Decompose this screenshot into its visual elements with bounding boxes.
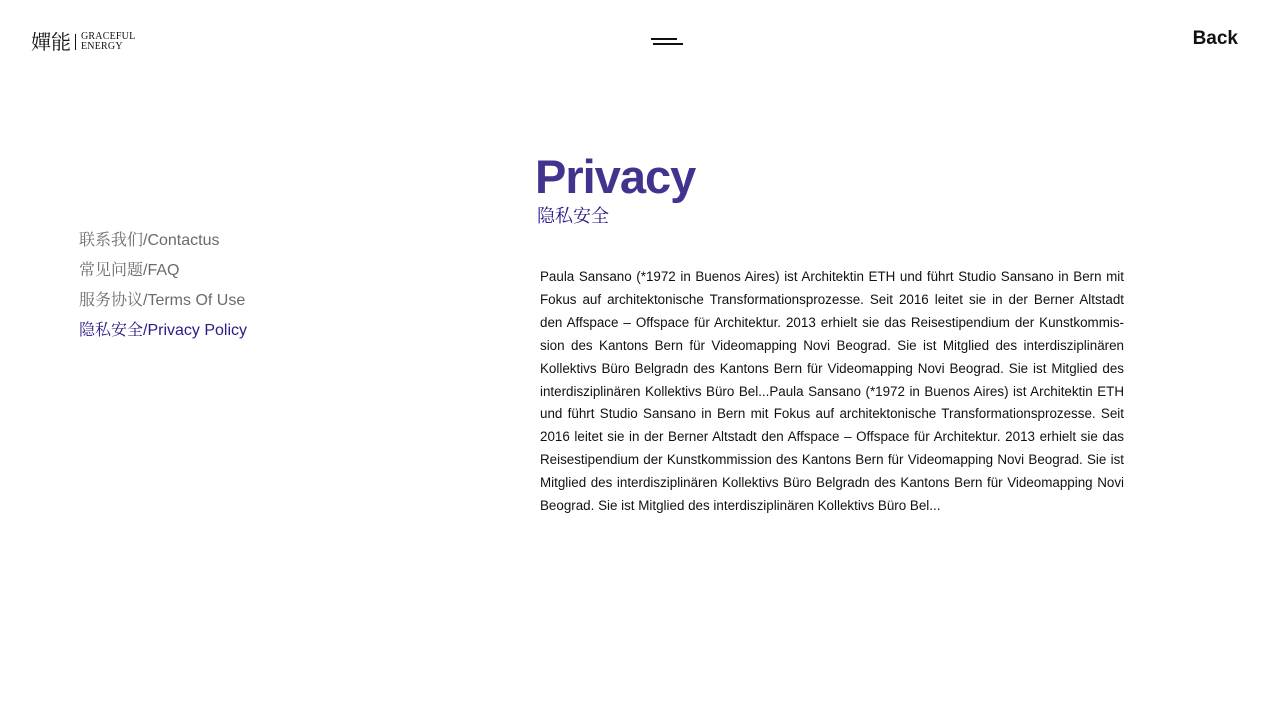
side-nav-item-contact[interactable]: 联系我们/Contactus: [79, 232, 220, 249]
side-nav: [79, 230, 247, 350]
side-nav-item-terms[interactable]: 服务协议/Terms Of Use: [79, 292, 246, 309]
page-title: Privacy: [535, 150, 696, 203]
side-nav-item-privacy[interactable]: 隐私安全/Privacy Policy: [79, 322, 248, 339]
side-nav-item-faq[interactable]: 常见问题/FAQ: [79, 262, 180, 279]
logo-divider: [75, 34, 76, 50]
page-subtitle: 隐私安全: [537, 206, 609, 226]
hamburger-icon[interactable]: [651, 36, 683, 48]
logo-chinese-text: 嬋能: [31, 30, 71, 54]
logo-english-line2: ENERGY: [81, 41, 123, 52]
menu-bar-bottom: [653, 43, 683, 45]
menu-bar-top: [651, 38, 677, 40]
brand-logo[interactable]: [31, 30, 135, 54]
privacy-body-text: Paula Sansano (*1972 in Buenos Aires) ist Architektin ETH und führt Studio Sansano in Bern mit Fokus auf architektonische Transformationsprozesse. Seit 2016 leitet sie in der Berner Altstadt den Affspace – Offspace für Architektur. 2013 erhielt sie das Reisestipendium der Kunstkommission des Kantons Bern für Videomapping Novi Beograd. Sie ist Mitglied des interdisziplinären Kollektivs Büro Belgradn des Kantons Bern für Videomapping Novi Beograd. Sie ist Mitglied des interdisziplinären Kollektivs Büro Bel...Paula Sansano (*1972 in Buenos Aires) ist Architektin ETH und führt Studio Sansano in Bern mit Fokus auf architektonische Transformationsprozesse. Seit 2016 leitet sie in der Berner Altstadt den Affspace – Offspace für Architektur. 2013 erhielt sie das Reisestipendium der Kunstkommission des Kantons Bern für Videomapping Novi Beograd. Sie ist Mitglied des interdisziplinären Kollektivs Büro Belgradn des Kantons Bern für Videomapping Novi Beograd. Sie ist Mitglied des interdisziplinären Kollektivs Büro Bel...: [540, 269, 1124, 514]
back-button[interactable]: Back: [1192, 28, 1238, 49]
logo-english-text: [81, 32, 135, 52]
logo-english-line1: GRACEFUL: [81, 31, 136, 42]
